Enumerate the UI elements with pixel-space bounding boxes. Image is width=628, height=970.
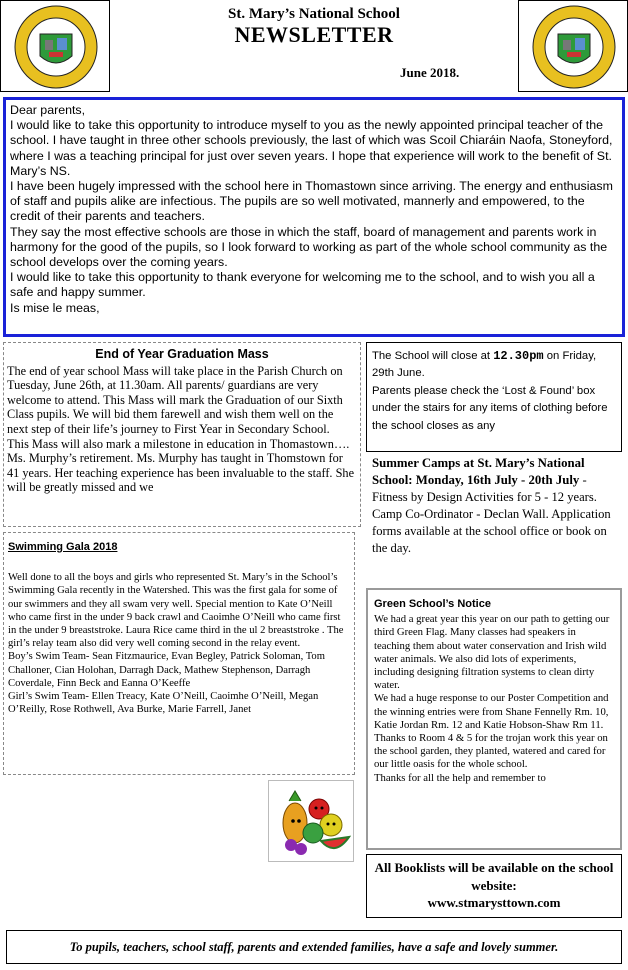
lost-found-text: Parents please check the ‘Lost & Found’ box under the stairs for any items of clothing before the school closes as any <box>372 384 608 432</box>
school-crest-left <box>0 0 110 92</box>
swimming-paragraph: Girl’s Swim Team- Ellen Treacy, Kate O’Neill, Caoimhe O’Neill, Megan O’Reilly, Rose Rothwell, Ava Burke, Marie Farrell, Janet <box>8 691 319 716</box>
green-school-notice <box>366 588 622 850</box>
green-paragraph: Thanks to Room 4 & 5 for the trojan work this year on the school garden, they planted, watered and cared for our little oasis for the whole school. <box>374 732 608 771</box>
swimming-title: Swimming Gala 2018 <box>8 541 118 553</box>
camps-heading: Summer Camps at St. Mary’s National School <box>372 456 585 487</box>
letter-line: Is mise le meas, <box>10 300 100 315</box>
swimming-paragraph: Boy’s Swim Team- Sean Fitzmaurice, Evan Begley, Patrick Soloman, Tom Challoner, Cian Holohan, Darragh Dack, Mathew Stephenson, Darragh Coverdale, Finn Beck and Eanna O’Keeffe <box>8 651 325 689</box>
green-paragraph: We had a huge response to our Poster Competition and the winning entries were from Shane Fennelly Rm. 10, Katie Jordan Rm. 12 and Katie Hobson-Shaw Rm 11. <box>374 692 609 731</box>
camps-colon: : <box>408 473 416 487</box>
fruit-characters-icon <box>269 781 353 861</box>
camps-body: - Fitness by Design Activities for 5 - 12 years. Camp Co-Ordinator - Declan Wall. Application forms available at the school office or book on the day. <box>372 473 611 555</box>
letter-line: I have been hugely impressed with the school here in Thomastown since arriving. The energy and enthusiasm of staff and pupils alike are infectious. The pupils are so well motivated, mannerly and empowered, to the credit of their parents and teachers. <box>10 179 613 224</box>
booklists-notice <box>366 854 622 918</box>
mass-paragraph: This Mass will also mark a milestone in education in Thomastown…. Ms. Murphy’s retirement. Ms. Murphy has taught in Thomstown for 41 years. Her teaching experience has been invaluable to the staff. She will be greatly missed and we <box>7 436 355 495</box>
swimming-paragraph: Well done to all the boys and girls who represented St. Mary’s in the School’s Swimming Gala recently in the Watershed. This was the first gala for some of our swimmers and they all swam very well. Special mention to Kate O’Neill who came first in the under 9 back crawl and Caoimhe O’Neill who came first in the under 9 breaststroke. Laura Rice came third in the ul 2 breaststroke . The girl’s relay team also did very well coming second in the relay event. <box>8 572 344 650</box>
graduation-mass-section <box>3 342 361 527</box>
booklists-text: All Booklists will be available on the school website: <box>374 860 614 893</box>
school-crest-right <box>518 0 628 92</box>
crest-icon <box>527 4 621 90</box>
camps-dates: Monday, 16th July - 20th July <box>415 473 580 487</box>
crest-icon <box>9 4 103 90</box>
letter-line: I would like to take this opportunity to thank everyone for welcoming me to the school, and to wish you all a safe and happy summer. <box>10 270 595 300</box>
fruit-illustration <box>268 780 354 862</box>
school-website-link[interactable]: www.stmarysttown.com <box>427 895 561 910</box>
close-time: 12.30pm <box>493 349 544 363</box>
newsletter-title: NEWSLETTER <box>234 22 394 47</box>
issue-date: June 2018. <box>400 65 460 80</box>
school-name: St. Mary’s National School <box>228 6 400 22</box>
letter-line: They say the most effective schools are those in which the staff, board of management and parents work in harmony for the good of the pupils, so I look forward to working as part of the whole school community as the school develops over the coming years. <box>10 224 608 270</box>
green-title: Green School’s Notice <box>374 598 491 610</box>
school-close-notice <box>366 342 622 452</box>
mass-title: End of Year Graduation Mass <box>95 347 269 361</box>
letter-line: Dear parents, <box>10 103 86 117</box>
close-date: on Friday, 29th June. <box>372 350 597 380</box>
principal-letter <box>3 97 625 337</box>
swimming-gala-section <box>3 532 355 775</box>
mass-paragraph: The end of year school Mass will take place in the Parish Church on Tuesday, June 26th, at 11.30am. All parents/ guardians are very welcome to attend. This Mass will mark the Graduation of our Sixth Class pupils. We will bid them farewell and wish them well on the next step of their life’s journey to First Year in Secondary School. <box>7 363 343 436</box>
summer-wishes-footer: To pupils, teachers, school staff, parents and extended families, have a safe and lovely summer. <box>6 930 622 964</box>
letter-line: I would like to take this opportunity to introduce myself to you as the newly appointed principal teacher of the school. I have taught in three other schools previously, the last of which was Scoil Chiaráin Naofa, Stoneyford, where I was a teaching principal for just over seven years. I hope that experience will work to the benefit of St. Mary’s NS. <box>10 118 613 178</box>
green-paragraph: We had a great year this year on our path to getting our third Green Flag. Many classes had speakers in teaching them about water conservation and Irish wild water animals. We also did lots of experiments, including designing filtration systems to clean dirty water. <box>374 613 610 692</box>
summer-camps-section <box>370 455 622 580</box>
green-paragraph: Thanks for all the help and remember to <box>374 771 546 784</box>
close-text: The School will close at <box>372 350 494 362</box>
